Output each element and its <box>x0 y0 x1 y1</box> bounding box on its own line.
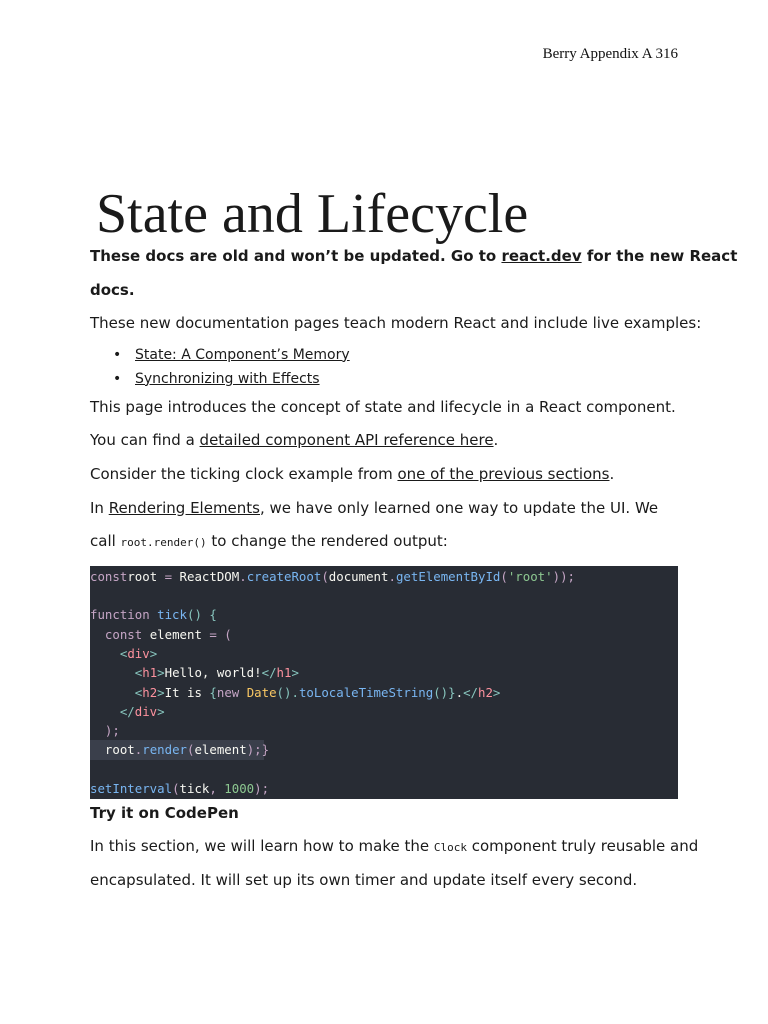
api-text-before: You can find a <box>90 431 200 450</box>
page-header: Berry Appendix A 316 <box>542 46 678 62</box>
code-token: root <box>127 568 158 584</box>
code-token: (). <box>276 684 299 700</box>
notice-line-2: docs. <box>90 280 135 299</box>
code-token: const <box>90 626 150 642</box>
code-token: 'root' <box>507 568 553 584</box>
code-token: < <box>134 684 143 700</box>
code-token: > <box>157 665 165 681</box>
api-text-after: . <box>493 431 499 450</box>
code-token: element <box>194 742 247 758</box>
code-token: render <box>142 742 187 758</box>
code-line <box>90 779 678 798</box>
deprecation-notice <box>90 240 738 274</box>
code-token: Date <box>246 684 277 700</box>
notice-text-before: These docs are old and won’t be updated. Go to <box>90 247 502 265</box>
page-title: State and Lifecycle <box>96 183 529 245</box>
code-token: </ <box>463 684 478 700</box>
code-token: . <box>455 684 464 700</box>
inline-code: root.render() <box>120 536 207 550</box>
code-token: ReactDOM <box>179 568 240 584</box>
section-paragraph <box>90 830 699 865</box>
code-token <box>90 704 120 719</box>
code-token: . <box>239 568 247 584</box>
code-token: . <box>134 742 143 758</box>
code-line <box>90 625 678 644</box>
code-token: < <box>119 645 128 661</box>
call-paragraph <box>90 525 682 560</box>
code-token: h1 <box>276 665 292 681</box>
code-token: tick <box>179 781 210 797</box>
code-token: ( <box>500 568 508 584</box>
section-paragraph-2: encapsulated. It will set up its own timer and update itself every second. <box>90 871 638 890</box>
code-token: root <box>90 742 135 758</box>
code-token: ); <box>90 723 120 739</box>
code-token: h2 <box>478 684 493 700</box>
code-token: ( <box>321 568 329 584</box>
code-token: It is <box>164 684 210 700</box>
code-token: Hello, world! <box>164 665 262 681</box>
code-token: div <box>134 703 158 719</box>
code-token: ( <box>187 742 195 758</box>
rendering-paragraph <box>90 492 682 526</box>
page-intro-paragraph: This page introduces the concept of state and lifecycle in a React component. <box>90 397 676 416</box>
code-token: document <box>328 568 389 584</box>
code-line <box>90 683 678 702</box>
code-token: > <box>291 665 299 681</box>
code-token <box>90 665 135 680</box>
code-token: , <box>209 781 225 797</box>
code-token: ( <box>172 781 180 797</box>
code-token: const <box>90 568 128 584</box>
section-text-before: In this section, we will learn how to make the <box>90 836 434 855</box>
code-token: function <box>90 607 158 623</box>
code-token: toLocaleTimeString <box>298 684 434 700</box>
section-text-after: component truly reusable and <box>466 836 699 855</box>
render-text-after: , we have only learned one way to update the UI. We <box>260 498 659 517</box>
code-token: );} <box>246 742 270 758</box>
code-line <box>90 644 678 663</box>
api-reference-link[interactable]: detailed component API reference here <box>199 431 494 450</box>
code-line <box>90 721 678 740</box>
rendering-elements-link[interactable]: Rendering Elements <box>108 498 260 517</box>
code-token <box>90 646 120 661</box>
new-docs-link-list <box>90 341 682 391</box>
code-token: </ <box>119 703 135 719</box>
code-token: < <box>134 665 143 681</box>
code-line <box>90 586 678 605</box>
code-line <box>90 663 678 682</box>
previous-sections-link[interactable]: one of the previous sections <box>397 464 610 483</box>
code-token: element <box>149 626 202 642</box>
list-item <box>90 367 682 391</box>
code-line <box>90 702 678 721</box>
call-text-before: call <box>90 532 121 551</box>
render-text-before: In <box>90 498 109 517</box>
code-token: { <box>209 684 217 700</box>
sync-effects-link[interactable]: Synchronizing with Effects <box>135 370 320 387</box>
react-dev-link[interactable]: react.dev <box>501 247 582 265</box>
clock-paragraph <box>90 458 682 492</box>
code-block <box>90 566 678 799</box>
code-line <box>90 605 678 624</box>
code-line <box>90 740 270 759</box>
code-token: setInterval <box>90 781 173 797</box>
code-token: > <box>157 684 165 700</box>
codepen-link[interactable]: Try it on CodePen <box>90 803 239 822</box>
code-token: createRoot <box>246 568 322 584</box>
api-reference-paragraph <box>90 424 682 458</box>
intro-paragraph: These new documentation pages teach modern React and include live examples: <box>90 314 702 333</box>
notice-text-after: for the new React <box>581 247 738 265</box>
call-text-after: to change the rendered output: <box>206 532 448 551</box>
code-token: getElementById <box>395 568 501 584</box>
code-token: tick <box>157 607 187 623</box>
clock-text-before: Consider the ticking clock example from <box>90 464 398 483</box>
code-token: . <box>388 568 396 584</box>
clock-text-after: . <box>609 464 615 483</box>
code-token: h1 <box>142 665 158 681</box>
code-token <box>90 685 135 700</box>
code-token: > <box>492 684 501 700</box>
code-line <box>90 760 678 779</box>
state-memory-link[interactable]: State: A Component’s Memory <box>135 346 350 363</box>
code-token: = ( <box>201 626 232 642</box>
code-token: > <box>157 703 165 719</box>
code-token: 1000 <box>224 781 255 797</box>
code-token: </ <box>261 665 277 681</box>
code-token: )); <box>552 568 575 584</box>
code-token: div <box>127 645 150 661</box>
code-token: > <box>149 645 158 661</box>
code-token: () { <box>186 607 217 623</box>
code-token: ()} <box>433 684 456 700</box>
code-token: h2 <box>142 684 158 700</box>
list-item <box>90 343 682 367</box>
code-token: = <box>157 568 180 584</box>
code-token: ); <box>254 781 270 797</box>
code-token: new <box>216 684 247 700</box>
document-body <box>90 240 738 898</box>
code-line <box>90 567 678 586</box>
inline-code: Clock <box>433 840 467 854</box>
